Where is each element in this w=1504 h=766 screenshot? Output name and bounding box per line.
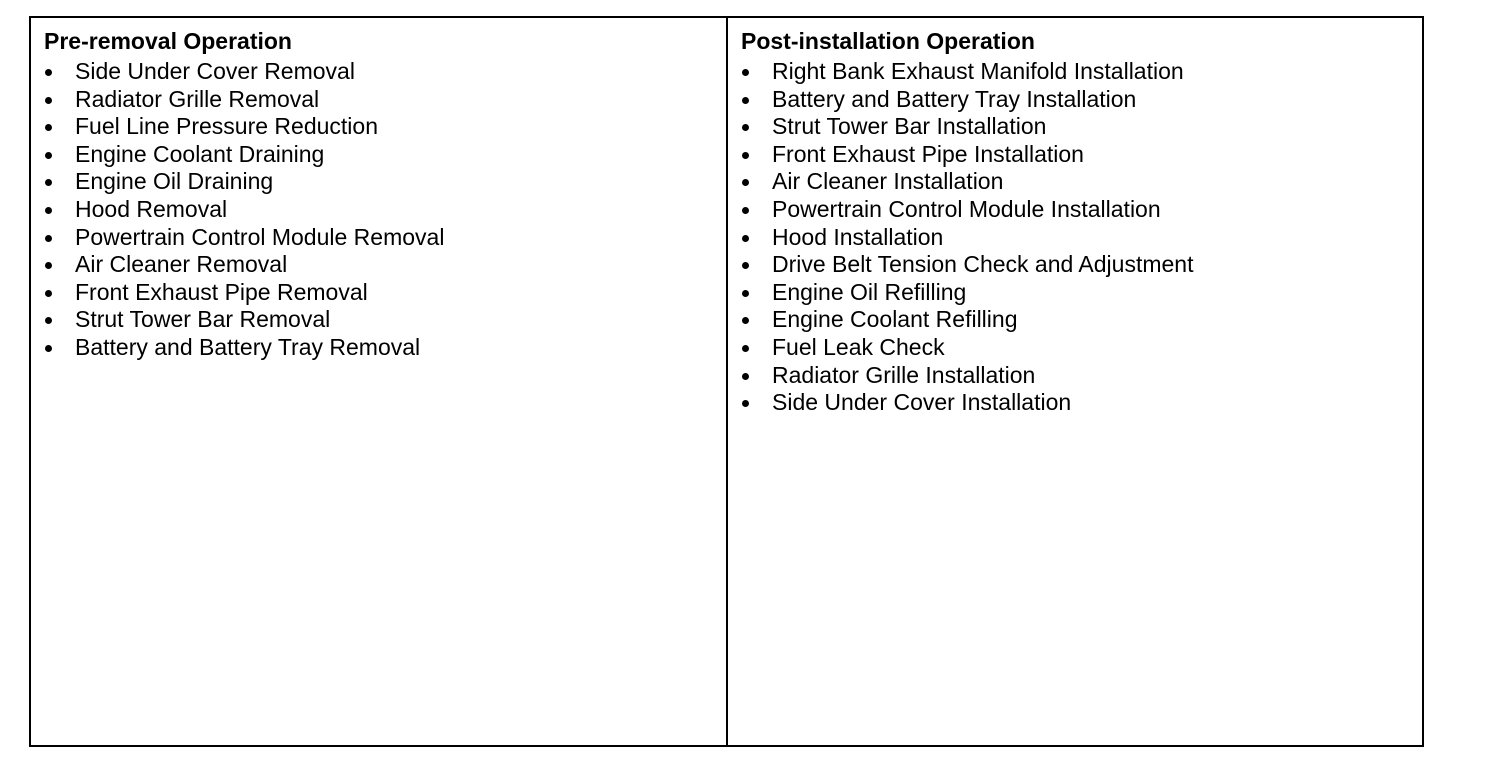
list-item-text: Air Cleaner Installation <box>772 168 1004 195</box>
list-item <box>44 334 726 362</box>
bullet-icon <box>45 345 52 352</box>
post-installation-column <box>728 18 1422 745</box>
list-item <box>741 86 1422 114</box>
list-item <box>741 362 1422 390</box>
bullet-icon <box>742 400 749 407</box>
list-item-text: Powertrain Control Module Removal <box>75 223 445 250</box>
bullet-icon <box>742 152 749 159</box>
list-item-text: Battery and Battery Tray Installation <box>772 85 1137 112</box>
list-item <box>741 251 1422 279</box>
list-item <box>44 306 726 334</box>
list-item-text: Engine Oil Refilling <box>772 278 967 305</box>
bullet-icon <box>45 152 52 159</box>
bullet-icon <box>742 179 749 186</box>
bullet-icon <box>742 69 749 76</box>
bullet-icon <box>45 69 52 76</box>
list-item-text: Side Under Cover Removal <box>75 58 355 84</box>
bullet-icon <box>742 373 749 380</box>
list-item-text: Engine Coolant Refilling <box>772 306 1018 333</box>
bullet-icon <box>742 235 749 242</box>
post-installation-heading: Post-installation Operation <box>741 28 1035 54</box>
list-item-text: Drive Belt Tension Check and Adjustment <box>772 251 1194 278</box>
list-item-text: Powertrain Control Module Installation <box>772 195 1161 222</box>
list-item <box>741 306 1422 334</box>
list-item <box>44 196 726 224</box>
list-item-text: Engine Oil Draining <box>75 168 274 195</box>
list-item-text: Hood Installation <box>772 223 944 250</box>
list-item-text: Fuel Leak Check <box>772 333 945 360</box>
bullet-icon <box>742 97 749 104</box>
list-item <box>44 251 726 279</box>
list-item-text: Radiator Grille Installation <box>772 361 1036 388</box>
list-item-text: Engine Coolant Draining <box>75 140 325 167</box>
list-item <box>741 334 1422 362</box>
pre-removal-list <box>44 58 726 362</box>
list-item <box>741 224 1422 252</box>
list-item-text: Radiator Grille Removal <box>75 85 320 112</box>
list-item-text: Battery and Battery Tray Removal <box>75 333 421 360</box>
list-item <box>44 224 726 252</box>
list-item-text: Fuel Line Pressure Reduction <box>75 113 378 140</box>
list-item-text: Side Under Cover Installation <box>772 389 1072 416</box>
list-item-text: Air Cleaner Removal <box>75 251 288 278</box>
list-item <box>44 168 726 196</box>
list-item <box>44 279 726 307</box>
bullet-icon <box>742 124 749 131</box>
bullet-icon <box>45 235 52 242</box>
procedure-table <box>29 16 1424 747</box>
bullet-icon <box>45 290 52 297</box>
list-item <box>741 168 1422 196</box>
list-item-text: Hood Removal <box>75 195 228 222</box>
bullet-icon <box>742 317 749 324</box>
list-item-text: Strut Tower Bar Installation <box>772 113 1047 140</box>
bullet-icon <box>742 345 749 352</box>
bullet-icon <box>45 207 52 214</box>
bullet-icon <box>742 290 749 297</box>
bullet-icon <box>742 262 749 269</box>
list-item <box>741 196 1422 224</box>
bullet-icon <box>45 97 52 104</box>
list-item <box>741 389 1422 417</box>
bullet-icon <box>45 317 52 324</box>
list-item <box>741 141 1422 169</box>
list-item <box>44 86 726 114</box>
list-item <box>741 58 1422 86</box>
list-item <box>44 113 726 141</box>
list-item-text: Strut Tower Bar Removal <box>75 306 331 333</box>
pre-removal-heading: Pre-removal Operation <box>44 28 292 54</box>
bullet-icon <box>742 207 749 214</box>
pre-removal-column <box>31 18 728 745</box>
list-item-text: Front Exhaust Pipe Installation <box>772 140 1084 167</box>
bullet-icon <box>45 262 52 269</box>
list-item <box>44 141 726 169</box>
list-item-text: Right Bank Exhaust Manifold Installation <box>772 58 1184 84</box>
bullet-icon <box>45 179 52 186</box>
list-item <box>741 113 1422 141</box>
post-installation-list <box>741 58 1422 417</box>
list-item-text: Front Exhaust Pipe Removal <box>75 278 368 305</box>
bullet-icon <box>45 124 52 131</box>
list-item <box>741 279 1422 307</box>
list-item <box>44 58 726 86</box>
